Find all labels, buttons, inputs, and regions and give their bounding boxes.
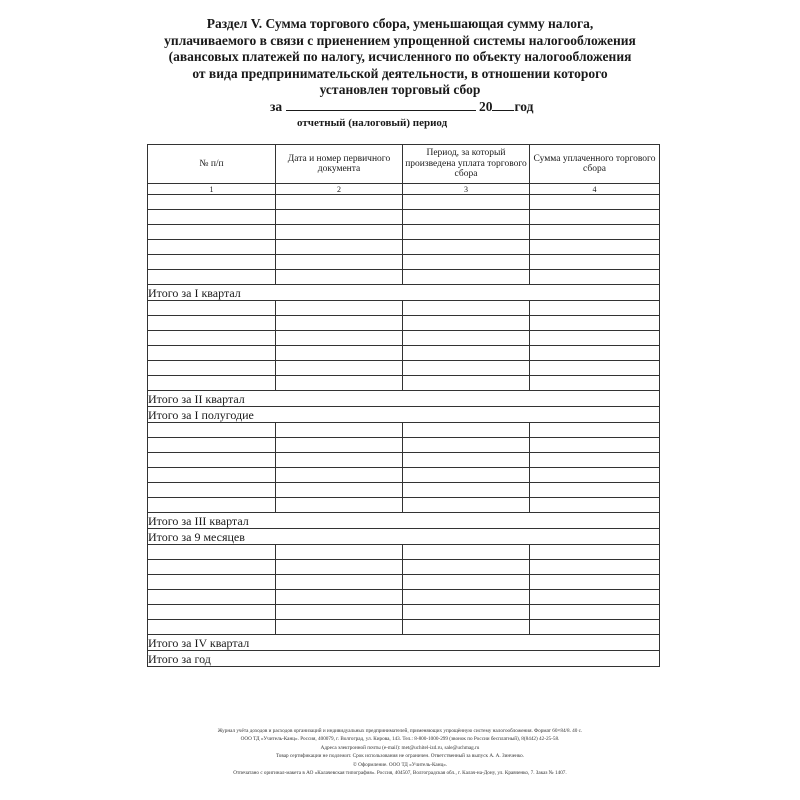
blank-entry-cell[interactable] — [530, 210, 660, 225]
blank-entry-cell[interactable] — [403, 498, 530, 513]
blank-entry-cell[interactable] — [403, 560, 530, 575]
footer-line: © Оформление. ООО ТД «Учитель-Канц». — [352, 761, 448, 768]
blank-entry-cell[interactable] — [403, 270, 530, 285]
blank-entry-cell[interactable] — [148, 240, 276, 255]
table-row — [148, 301, 660, 316]
totals-label: Итого за год — [148, 651, 660, 667]
blank-entry-cell[interactable] — [148, 210, 276, 225]
blank-entry-cell[interactable] — [403, 240, 530, 255]
table-row — [148, 270, 660, 285]
footer-line: Отпечатано с оригинал-макета в АО «Калачевская типография». Россия, 404507, Волгоградская обл., г. Калач-на-Дону, ул. Кравченко, 7. Заказ № 1407. — [233, 770, 567, 777]
blank-entry-cell[interactable] — [276, 590, 403, 605]
blank-entry-cell[interactable] — [530, 255, 660, 270]
blank-entry-cell[interactable] — [530, 270, 660, 285]
blank-entry-cell[interactable] — [276, 195, 403, 210]
blank-entry-cell[interactable] — [403, 453, 530, 468]
blank-entry-cell[interactable] — [276, 545, 403, 560]
blank-entry-cell[interactable] — [276, 210, 403, 225]
table-row — [148, 545, 660, 560]
table-row — [148, 376, 660, 391]
period-prefix: за — [270, 99, 283, 114]
blank-entry-cell[interactable] — [530, 331, 660, 346]
blank-entry-cell[interactable] — [148, 361, 276, 376]
blank-entry-cell[interactable] — [148, 545, 276, 560]
blank-entry-cell[interactable] — [530, 376, 660, 391]
blank-entry-cell[interactable] — [276, 316, 403, 331]
totals-row — [148, 407, 660, 423]
blank-entry-cell[interactable] — [530, 361, 660, 376]
blank-entry-cell[interactable] — [403, 575, 530, 590]
blank-entry-cell[interactable] — [276, 240, 403, 255]
header-row — [148, 145, 660, 184]
blank-entry-cell[interactable] — [148, 498, 276, 513]
table-row — [148, 195, 660, 210]
blank-entry-cell[interactable] — [276, 301, 403, 316]
blank-entry-cell[interactable] — [148, 331, 276, 346]
table-row — [148, 316, 660, 331]
year-blank-field[interactable] — [492, 98, 514, 111]
blank-entry-cell[interactable] — [403, 605, 530, 620]
blank-entry-cell[interactable] — [530, 575, 660, 590]
blank-entry-cell[interactable] — [530, 560, 660, 575]
table-row — [148, 346, 660, 361]
column-number: 1 — [148, 184, 276, 195]
column-number: 2 — [276, 184, 403, 195]
blank-entry-cell[interactable] — [403, 301, 530, 316]
blank-entry-cell[interactable] — [148, 483, 276, 498]
blank-entry-cell[interactable] — [403, 590, 530, 605]
table-row — [148, 331, 660, 346]
table-row — [148, 438, 660, 453]
blank-entry-cell[interactable] — [530, 483, 660, 498]
blank-entry-cell[interactable] — [530, 316, 660, 331]
totals-label: Итого за III квартал — [148, 513, 660, 529]
blank-entry-cell[interactable] — [148, 376, 276, 391]
footer-line: ООО ТД «Учитель-Канц». Россия, 400079, г. Волгоград, ул. Кирова, 143. Тел.: 8-800-1000-299 (звонок по России бесплатный), 8(8442) 42-25-58. — [240, 736, 560, 743]
header-cell: Дата и номер первичного документа — [276, 145, 403, 184]
table-row — [148, 210, 660, 225]
blank-entry-cell[interactable] — [276, 438, 403, 453]
table-row — [148, 498, 660, 513]
blank-entry-cell[interactable] — [530, 195, 660, 210]
blank-entry-cell[interactable] — [276, 225, 403, 240]
section-title — [140, 16, 660, 99]
totals-label: Итого за 9 месяцев — [148, 529, 660, 545]
blank-entry-cell[interactable] — [530, 545, 660, 560]
totals-row — [148, 391, 660, 407]
title-line: (авансовых платежей по налогу, исчисленного по объекту налогообложения — [168, 49, 632, 64]
table-row — [148, 240, 660, 255]
blank-entry-cell[interactable] — [148, 560, 276, 575]
blank-entry-cell[interactable] — [276, 575, 403, 590]
blank-entry-cell[interactable] — [148, 468, 276, 483]
blank-entry-cell[interactable] — [148, 575, 276, 590]
period-year-prefix: 20 — [478, 99, 493, 114]
table-row — [148, 605, 660, 620]
table-row — [148, 361, 660, 376]
header-cell: Сумма уплаченного торгового сбора — [530, 145, 660, 184]
blank-entry-cell[interactable] — [403, 545, 530, 560]
blank-entry-cell[interactable] — [148, 225, 276, 240]
title-line: уплачиваемого в связи с приенением упрощенной системы налогообложения — [164, 32, 636, 48]
blank-entry-cell[interactable] — [403, 316, 530, 331]
blank-entry-cell[interactable] — [403, 620, 530, 635]
table-row — [148, 575, 660, 590]
footer-line: Журнал учёта доходов и расходов организаций и индивидуальных предпринимателей, применяющих упрощённую систему налогообложения. Формат 60×84/8. 40 с. — [217, 728, 583, 734]
blank-entry-cell[interactable] — [148, 195, 276, 210]
table-row — [148, 225, 660, 240]
totals-label: Итого за IV квартал — [148, 635, 660, 651]
period-blank-field[interactable] — [286, 98, 476, 111]
blank-entry-cell[interactable] — [530, 423, 660, 438]
trade-fee-table — [147, 144, 660, 667]
totals-label: Итого за II квартал — [148, 391, 660, 407]
totals-row — [148, 285, 660, 301]
column-number: 4 — [530, 184, 660, 195]
totals-row — [148, 635, 660, 651]
blank-entry-cell[interactable] — [530, 605, 660, 620]
blank-entry-cell[interactable] — [148, 438, 276, 453]
header-cell: Период, за который произведена уплата торгового сбора — [403, 145, 530, 184]
period-line — [270, 98, 560, 115]
blank-entry-cell[interactable] — [403, 468, 530, 483]
blank-entry-cell[interactable] — [530, 301, 660, 316]
blank-entry-cell[interactable] — [276, 376, 403, 391]
blank-entry-cell[interactable] — [403, 210, 530, 225]
totals-label: Итого за I квартал — [148, 285, 660, 301]
blank-entry-cell[interactable] — [276, 361, 403, 376]
table-row — [148, 255, 660, 270]
blank-entry-cell[interactable] — [276, 331, 403, 346]
blank-entry-cell[interactable] — [276, 453, 403, 468]
table-row — [148, 483, 660, 498]
blank-entry-cell[interactable] — [530, 438, 660, 453]
blank-entry-cell[interactable] — [276, 483, 403, 498]
blank-entry-cell[interactable] — [403, 376, 530, 391]
blank-entry-cell[interactable] — [530, 346, 660, 361]
blank-entry-cell[interactable] — [148, 453, 276, 468]
blank-entry-cell[interactable] — [530, 225, 660, 240]
blank-entry-cell[interactable] — [276, 560, 403, 575]
totals-label: Итого за I полугодие — [148, 407, 660, 423]
blank-entry-cell[interactable] — [530, 240, 660, 255]
table-row — [148, 590, 660, 605]
period-suffix: год — [514, 99, 534, 114]
blank-entry-cell[interactable] — [276, 498, 403, 513]
blank-entry-cell[interactable] — [530, 620, 660, 635]
column-number-row — [148, 184, 660, 195]
blank-entry-cell[interactable] — [403, 346, 530, 361]
blank-entry-cell[interactable] — [148, 423, 276, 438]
blank-entry-cell[interactable] — [276, 620, 403, 635]
blank-entry-cell[interactable] — [403, 331, 530, 346]
blank-entry-cell[interactable] — [276, 605, 403, 620]
blank-entry-cell[interactable] — [403, 255, 530, 270]
totals-row — [148, 529, 660, 545]
table-row — [148, 560, 660, 575]
table-row — [148, 620, 660, 635]
blank-entry-cell[interactable] — [403, 438, 530, 453]
blank-entry-cell[interactable] — [276, 270, 403, 285]
column-number: 3 — [403, 184, 530, 195]
blank-entry-cell[interactable] — [276, 423, 403, 438]
blank-entry-cell[interactable] — [148, 620, 276, 635]
blank-entry-cell[interactable] — [403, 361, 530, 376]
blank-entry-cell[interactable] — [276, 255, 403, 270]
blank-entry-cell[interactable] — [403, 483, 530, 498]
title-line: Раздел V. Сумма торгового сбора, уменьшающая сумму налога, — [206, 16, 594, 31]
header-cell: № п/п — [148, 145, 276, 184]
period-caption: отчетный (налоговый) период — [297, 117, 448, 129]
totals-row — [148, 651, 660, 667]
table-row — [148, 468, 660, 483]
blank-entry-cell[interactable] — [148, 316, 276, 331]
blank-entry-cell[interactable] — [276, 468, 403, 483]
blank-entry-cell[interactable] — [148, 346, 276, 361]
blank-entry-cell[interactable] — [403, 195, 530, 210]
footer-line: Адреса электронной почты (e-mail): met@uchitel-izd.ru, sale@uchmag.ru — [320, 744, 480, 751]
blank-entry-cell[interactable] — [403, 225, 530, 240]
table-row — [148, 453, 660, 468]
totals-row — [148, 513, 660, 529]
footer-line: Товар сертификации не подлежит. Срок использования не ограничен. Ответственный за выпуск А. А. Зинченко. — [275, 753, 524, 760]
blank-entry-cell[interactable] — [148, 605, 276, 620]
blank-entry-cell[interactable] — [148, 590, 276, 605]
blank-entry-cell[interactable] — [530, 590, 660, 605]
publisher-footer — [120, 727, 680, 777]
blank-entry-cell[interactable] — [403, 423, 530, 438]
blank-entry-cell[interactable] — [276, 346, 403, 361]
blank-entry-cell[interactable] — [530, 468, 660, 483]
blank-entry-cell[interactable] — [530, 453, 660, 468]
title-line: установлен торговый сбор — [319, 82, 481, 97]
blank-entry-cell[interactable] — [148, 255, 276, 270]
blank-entry-cell[interactable] — [530, 498, 660, 513]
title-line: от вида предпринимательской деятельности, в отношении которого — [192, 65, 608, 81]
blank-entry-cell[interactable] — [148, 301, 276, 316]
table-row — [148, 423, 660, 438]
blank-entry-cell[interactable] — [148, 270, 276, 285]
